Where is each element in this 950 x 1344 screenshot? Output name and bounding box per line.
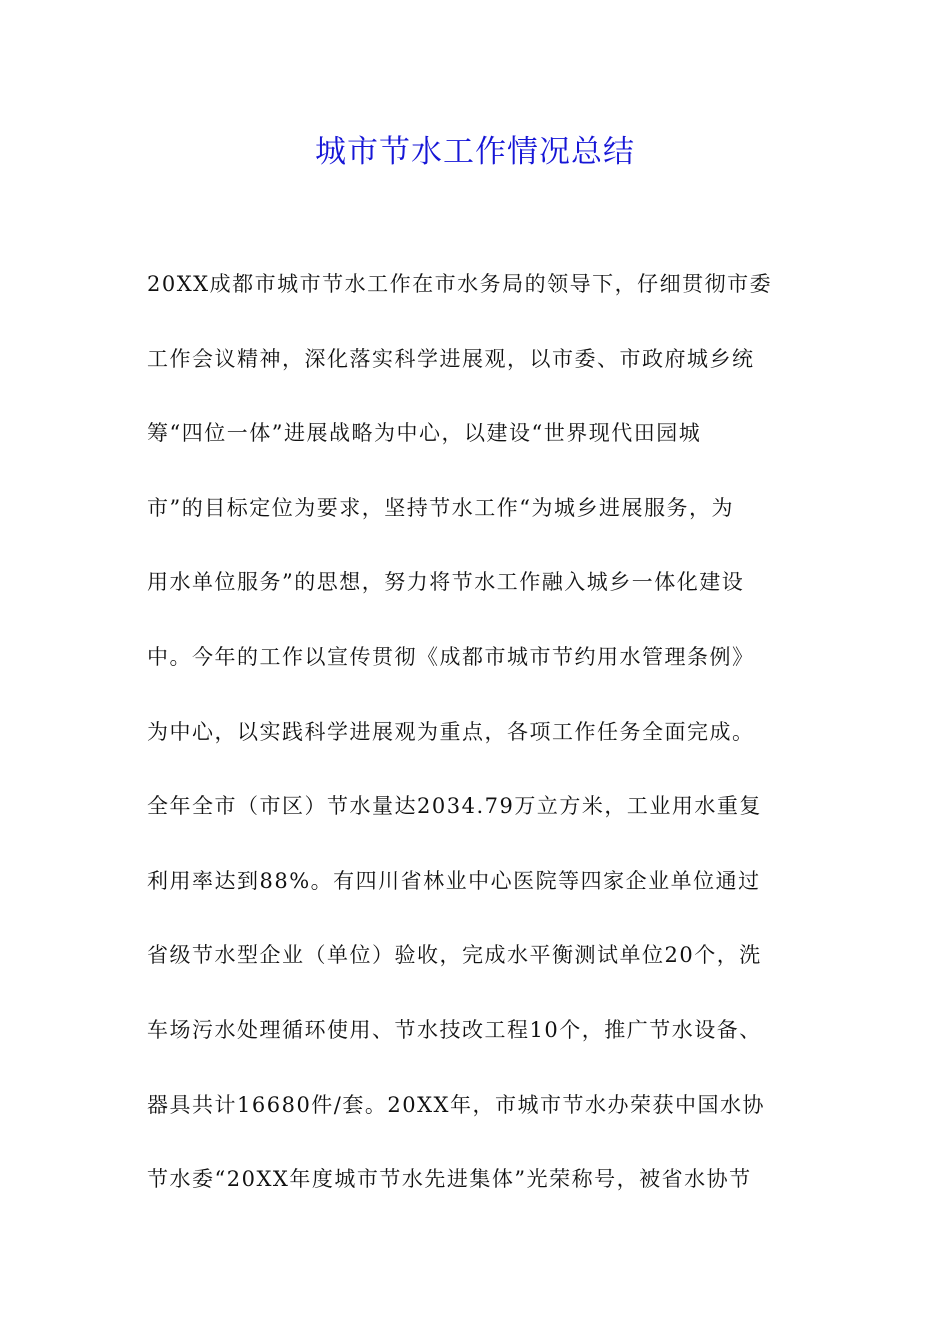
document-title: 城市节水工作情况总结 [315, 134, 635, 170]
body-line: 利用率达到88%。有四川省林业中心医院等四家企业单位通过 [147, 868, 761, 893]
body-line: 工作会议精神，深化落实科学进展观，以市委、市政府城乡统 [147, 346, 755, 371]
body-line: 省级节水型企业（单位）验收，完成水平衡测试单位20个，洗 [147, 943, 762, 968]
body-line: 20XX成都市城市节水工作在市水务局的领导下，仔细贯彻市委 [147, 272, 773, 296]
body-line: 中。今年的工作以宣传贯彻《成都市城市节约用水管理条例》 [147, 644, 755, 669]
body-line: 为中心，以实践科学进展观为重点，各项工作任务全面完成。 [147, 719, 755, 744]
body-line: 车场污水处理循环使用、节水技改工程10个，推广节水设备、 [147, 1017, 762, 1042]
body-line: 节水委“20XX年度城市节水先进集体”光荣称号，被省水协节 [147, 1167, 752, 1192]
body-line: 器具共计16680件/套。20XX年，市城市节水办荣获中国水协 [147, 1092, 765, 1117]
body-line: 用水单位服务”的思想，努力将节水工作融入城乡一体化建设 [147, 570, 745, 595]
document-body [147, 262, 817, 1232]
body-line: 全年全市（市区）节水量达2034.79万立方米，工业用水重复 [147, 794, 762, 819]
body-line: 筹“四位一体”进展战略为中心，以建设“世界现代田园城 [147, 421, 702, 446]
body-line: 市”的目标定位为要求，坚持节水工作“为城乡进展服务，为 [147, 495, 734, 520]
